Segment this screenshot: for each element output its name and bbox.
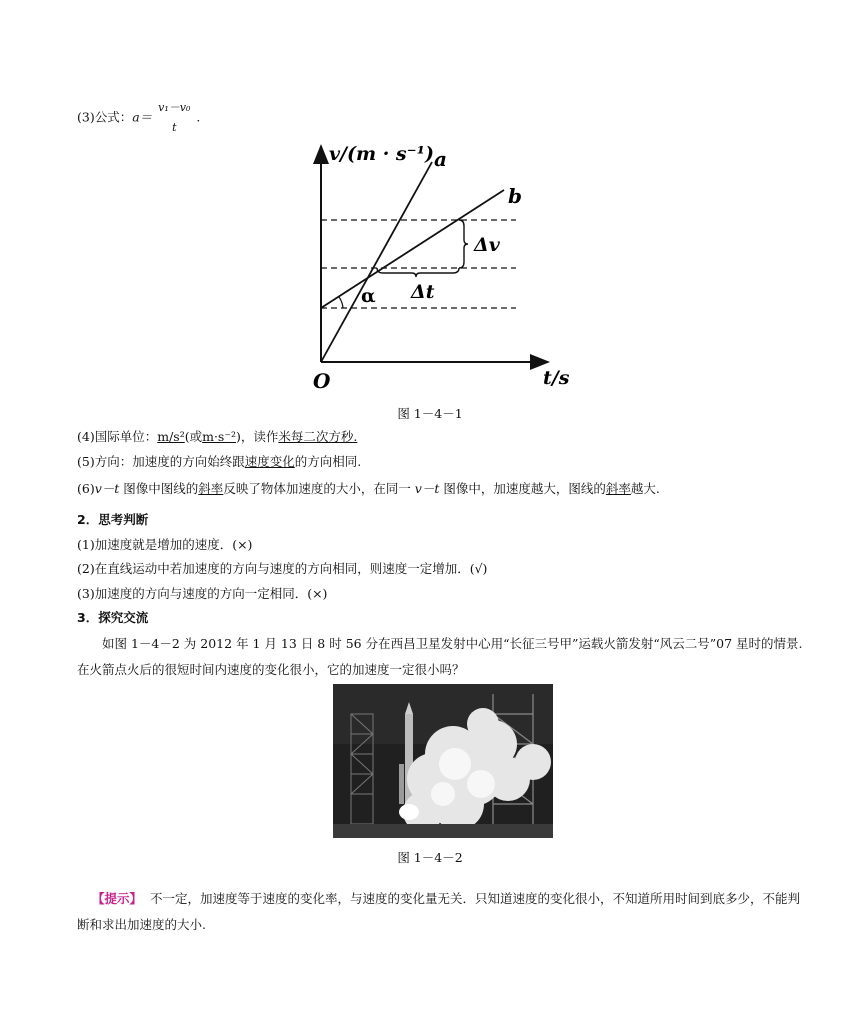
section2-title: 2．思考判断 (77, 512, 149, 527)
item6-key2: 斜率 (605, 481, 631, 496)
hint-paragraph (77, 886, 807, 938)
item6-line (77, 481, 660, 497)
item4-line (77, 429, 357, 445)
figure1-caption: 图 1－4－1 (397, 406, 463, 421)
item6-vt1: v－t (94, 481, 120, 496)
formula-end: . (196, 109, 201, 125)
delta-t-label: Δt (411, 281, 435, 303)
angle-label: α (361, 285, 376, 307)
formula-lhs: a＝ (132, 109, 153, 125)
item6-vt2: v－t (414, 481, 440, 496)
item5-key: 速度变化 (244, 454, 295, 469)
item5-line (77, 454, 361, 470)
hint-text: 不一定，加速度等于速度的变化率，与速度的变化量无关．只知道速度的变化很小，不知道所用时间到底多少，不能判断和求出加速度的大小. (77, 891, 800, 932)
item6-p1: 图像中图线的 (119, 481, 199, 496)
section2-item-2: (2)在直线运动中若加速度的方向与速度的方向相同，则速度一定增加．(√) (77, 561, 488, 576)
item6-key1: 斜率 (198, 481, 224, 496)
delta-v-label: Δv (474, 234, 500, 256)
formula-denominator: t (156, 117, 192, 136)
rocket-launch-photo (333, 684, 553, 838)
origin-label: O (313, 369, 331, 393)
formula-label: (3)公式： (77, 109, 133, 125)
section3-title: 3．探究交流 (77, 610, 149, 625)
section2-item-3: (3)加速度的方向与速度的方向一定相同．(×) (77, 586, 328, 601)
line-a-label: a (434, 147, 447, 171)
item4-prefix: (4)国际单位： (77, 429, 158, 444)
section2-item-1: (1)加速度就是增加的速度．(×) (77, 537, 253, 552)
item6-p3: 图像中，加速度越大，图线的 (439, 481, 606, 496)
hint-label: 【提示】 (92, 891, 143, 906)
rocket-launch-illustration (333, 684, 553, 838)
item5-prefix: (5)方向：加速度的方向始终跟 (77, 454, 245, 469)
formula-numerator: v₁－v₀ (158, 101, 191, 114)
item6-p4: 越大. (630, 481, 660, 496)
item4-unit2: m·s⁻² (202, 429, 236, 444)
line-b-label: b (508, 184, 522, 208)
vt-graph-figure (0, 0, 860, 400)
x-axis-label: t/s (543, 367, 570, 389)
item4-reading: 米每二次方秒. (278, 429, 358, 444)
item4-mid2: )，读作 (235, 429, 279, 444)
y-axis-label: v/(m · s⁻¹) (329, 143, 434, 165)
item4-unit1: m/s² (157, 429, 185, 444)
delta-v-brace (459, 220, 468, 268)
item4-mid1: (或 (184, 429, 203, 444)
item6-p2: 反映了物体加速度的大小，在同一 (223, 481, 415, 496)
item5-suffix: 的方向相同. (294, 454, 362, 469)
delta-t-brace (377, 268, 459, 277)
line-a (321, 162, 432, 362)
section3-question: 如图 1－4－2 为 2012 年 1 月 13 日 8 时 56 分在西昌卫星发射中心用“长征三号甲”运载火箭发射“风云二号”07 星时的情景. 在火箭点火后的很短时间内速度的变化很小，它的加速度一定很小吗？ (77, 636, 803, 677)
angle-arc (339, 297, 343, 308)
item6-prefix: (6) (77, 481, 95, 496)
figure2-caption: 图 1－4－2 (397, 850, 463, 865)
